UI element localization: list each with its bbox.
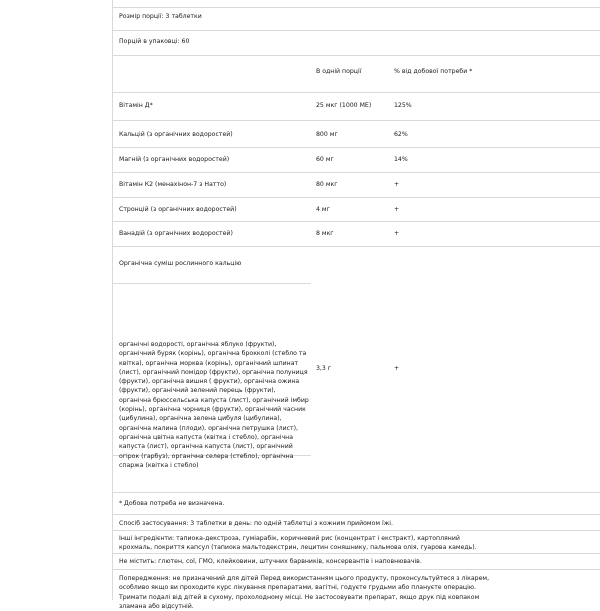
warning-text: Попередження: не призначений для дітей Перед використанням цього продукту, проконсультуйтеся з лікарем, особливо якщо ви проходите курс лікування препаратами, вагітні, годуєте грудьми або плануєте операцію. Тримати подалі від дітей в сухому, прохолодному місці. Не застосовувати препарат, якщо друк під ковпаком зламана або відсутній. bbox=[119, 575, 490, 610]
nutrient-dv: 62% bbox=[394, 131, 408, 138]
nutrient-amount: 80 мкг bbox=[316, 181, 338, 188]
blend-dv: + bbox=[394, 365, 400, 372]
divider bbox=[113, 172, 600, 173]
nutrient-dv: + bbox=[394, 181, 400, 188]
nutrient-amount: 60 мг bbox=[316, 156, 334, 163]
divider bbox=[113, 92, 600, 93]
divider bbox=[113, 246, 600, 247]
servings-per-container: Порцій в упаковці: 60 bbox=[119, 38, 190, 45]
nutrient-name: Стронцій (з органічних водоростей) bbox=[119, 206, 237, 213]
divider bbox=[113, 120, 600, 121]
nutrient-dv: 125% bbox=[394, 102, 412, 109]
column-header-daily-value: % від добової потреби * bbox=[394, 68, 473, 75]
nutrient-name: Кальцій (з органічних водоростей) bbox=[119, 131, 233, 138]
other-ingredients: Інші інгредієнти: тапиока-декстроза, гуміарабік, коричневий рис (концентрат і екстракт), картопляний крохмаль, покриття капсул (тапиока мальтодекстрин, лецитин соняшнику, пальмова олія, гуарова камедь). bbox=[119, 535, 477, 552]
divider bbox=[113, 7, 600, 8]
nutrient-amount: 800 мг bbox=[316, 131, 338, 138]
nutrient-name: Вітамін К2 (менахінон-7 з Натто) bbox=[119, 181, 227, 188]
nutrient-name: Вітамін Д* bbox=[119, 102, 153, 109]
nutrient-amount: 8 мкг bbox=[316, 230, 334, 237]
divider bbox=[113, 197, 600, 198]
nutrient-dv: 14% bbox=[394, 156, 408, 163]
supplement-facts-table bbox=[112, 0, 600, 610]
nutrient-amount: 25 мкг (1000 МЕ) bbox=[316, 102, 372, 109]
divider bbox=[113, 221, 600, 222]
footnote: * Добова потреба не визначена. bbox=[119, 500, 225, 507]
column-header-per-serving: В одній порції bbox=[316, 68, 362, 75]
nutrient-dv: + bbox=[394, 230, 400, 237]
nutrient-dv: + bbox=[394, 206, 400, 213]
blend-title: Органічна суміш рослинного кальцію bbox=[119, 260, 242, 267]
blend-ingredients: органічні водорості, органічна яблуко (фрукти), органічний буряк (корінь), органічна брокколі (стебло та квітка), органічна морква (корінь), органічний шпинат (лист), органічний помідор (фрукти), органічна полуниця (фрукти), органічна вишня ( фрукти), органічна ожина (фрукти), органічний зелений перець (фрукти), органічна брюссельська капуста (лист), органічний імбир (корінь), органічна чорниця (фрукти), органічний часник (цибулина), органічна зелена цибуля (цибулина), органічна малина (плоди), органічна петрушка (лист), органічна цвітна капуста (квітка і стебло), органічна капуста (лист), органічна капуста (лист), органічний огірок (гарбуз), органічна селера (стебло), органічна спаржа (квітка і стебло) bbox=[119, 341, 309, 469]
nutrient-name: Магній (з органічних водоростей) bbox=[119, 156, 230, 163]
divider bbox=[113, 283, 311, 284]
divider bbox=[113, 30, 600, 31]
divider bbox=[113, 492, 600, 493]
divider bbox=[113, 55, 600, 56]
divider bbox=[113, 569, 600, 570]
divider bbox=[113, 514, 600, 515]
nutrient-name: Ванадій (з органічних водоростей) bbox=[119, 230, 233, 237]
serving-size: Розмір порції: 3 таблетки bbox=[119, 13, 202, 20]
nutrient-amount: 4 мг bbox=[316, 206, 330, 213]
blend-amount: 3,3 г bbox=[316, 365, 332, 372]
usage-text: Спосіб застосування: 3 таблетки в день: по одній таблетці з кожним прийомом їжі. bbox=[119, 520, 393, 527]
divider bbox=[113, 553, 600, 554]
divider bbox=[113, 147, 600, 148]
free-from: Не містить: глютен, сої, ГМО, клейковини, штучних барвників, консервантів і наповнювачів. bbox=[119, 558, 422, 565]
divider bbox=[113, 530, 600, 531]
